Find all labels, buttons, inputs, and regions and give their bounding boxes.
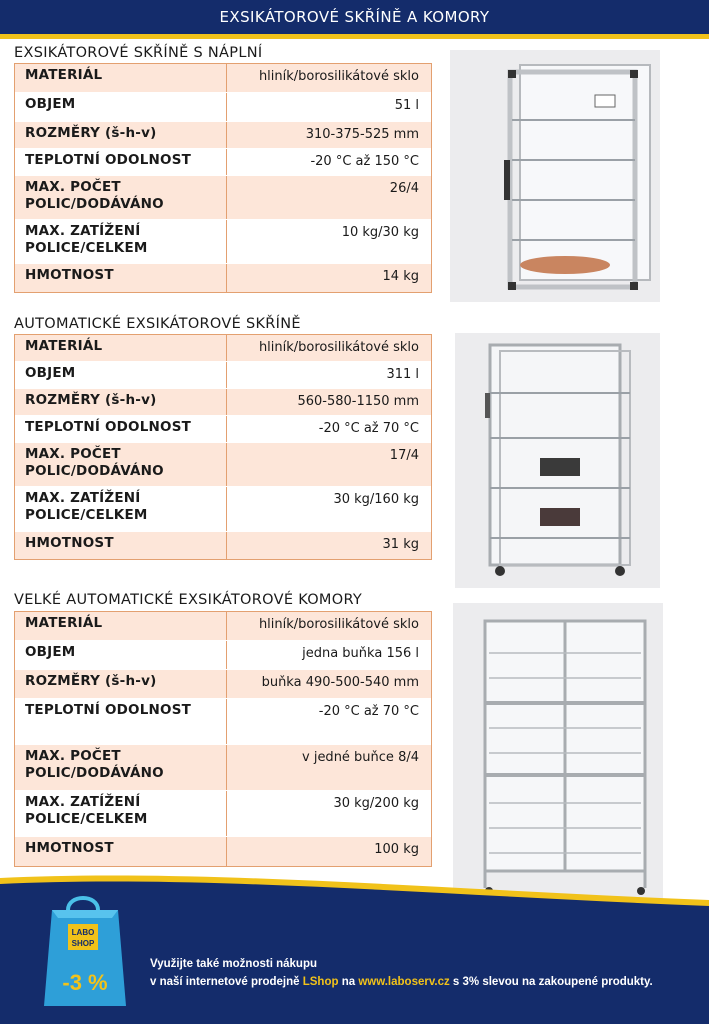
footer-text-line2 — [150, 976, 653, 988]
spec-label: OBJEM — [15, 93, 227, 121]
spec-value: buňka 490-500-540 mm — [261, 675, 419, 690]
spec-value: -20 °C až 150 °C — [310, 154, 419, 169]
spec-row — [15, 264, 431, 292]
spec-label: MAX. ZATÍŽENÍ POLICE/CELKEM — [15, 791, 227, 836]
spec-label: TEPLOTNÍ ODOLNOST — [15, 416, 227, 442]
spec-label: TEPLOTNÍ ODOLNOST — [15, 699, 227, 744]
spec-label: MATERIÁL — [15, 64, 227, 92]
spec-value: 31 kg — [382, 537, 419, 552]
badge-top-text: LABO — [71, 928, 95, 937]
lshop-link[interactable]: LShop — [302, 976, 339, 988]
spec-label: TEPLOTNÍ ODOLNOST — [15, 149, 227, 175]
spec-row — [15, 416, 431, 443]
website-link[interactable]: www.laboserv.cz — [358, 976, 450, 988]
spec-row — [15, 93, 431, 122]
spec-row — [15, 699, 431, 745]
spec-table-2 — [14, 334, 432, 560]
spec-row — [15, 641, 431, 670]
spec-value: 14 kg — [382, 269, 419, 284]
page-title: EXSIKÁTOROVÉ SKŘÍNĚ A KOMORY — [219, 8, 490, 26]
spec-label: ROZMĚRY (š-h-v) — [15, 122, 227, 148]
discount-text: -3 % — [62, 970, 108, 995]
footer-text-line1: Využijte také možnosti nákupu — [150, 958, 317, 970]
automatic-cabinet-image — [455, 333, 660, 588]
large-chamber-image — [453, 603, 663, 903]
spec-label: MAX. POČET POLIC/DODÁVÁNO — [15, 443, 227, 486]
spec-value: -20 °C až 70 °C — [318, 704, 419, 719]
spec-value: 560-580-1150 mm — [297, 394, 419, 409]
spec-label: HMOTNOST — [15, 532, 227, 559]
spec-value: 10 kg/30 kg — [341, 225, 419, 240]
spec-row — [15, 149, 431, 176]
spec-value: -20 °C až 70 °C — [318, 421, 419, 436]
spec-value: 30 kg/160 kg — [333, 492, 419, 507]
spec-row — [15, 670, 431, 699]
spec-table-1 — [14, 63, 432, 293]
spec-value: 100 kg — [374, 842, 419, 857]
spec-value: hliník/borosilikátové sklo — [258, 69, 419, 84]
spec-label: ROZMĚRY (š-h-v) — [15, 389, 227, 415]
section-title-1: EXSIKÁTOROVÉ SKŘÍNĚ S NÁPLNÍ — [14, 45, 263, 61]
spec-row — [15, 745, 431, 791]
spec-value: 17/4 — [389, 448, 419, 463]
shopping-bag-icon — [40, 890, 130, 1010]
spec-label: MAX. POČET POLIC/DODÁVÁNO — [15, 176, 227, 219]
spec-row — [15, 362, 431, 389]
spec-label: MAX. ZATÍŽENÍ POLICE/CELKEM — [15, 487, 227, 531]
spec-row — [15, 443, 431, 487]
spec-label: ROZMĚRY (š-h-v) — [15, 670, 227, 698]
spec-label: OBJEM — [15, 362, 227, 388]
spec-label: OBJEM — [15, 641, 227, 669]
spec-value: v jedné buňce 8/4 — [302, 750, 419, 765]
spec-row — [15, 389, 431, 416]
spec-label: MATERIÁL — [15, 612, 227, 640]
section-title-3: VELKÉ AUTOMATICKÉ EXSIKÁTOROVÉ KOMORY — [14, 592, 363, 608]
spec-value: 30 kg/200 kg — [333, 796, 419, 811]
spec-row — [15, 122, 431, 149]
spec-row — [15, 791, 431, 837]
section-title-2: AUTOMATICKÉ EXSIKÁTOROVÉ SKŘÍNĚ — [14, 316, 301, 332]
spec-value: jedna buňka 156 l — [302, 646, 419, 661]
spec-row — [15, 487, 431, 532]
spec-label: MAX. ZATÍŽENÍ POLICE/CELKEM — [15, 220, 227, 263]
spec-table-3 — [14, 611, 432, 867]
spec-label: HMOTNOST — [15, 264, 227, 292]
spec-label: HMOTNOST — [15, 837, 227, 866]
spec-row — [15, 532, 431, 559]
spec-row — [15, 220, 431, 264]
spec-row — [15, 335, 431, 362]
spec-row — [15, 612, 431, 641]
spec-row — [15, 176, 431, 220]
spec-value: 51 l — [394, 98, 419, 113]
footer-text: na — [338, 976, 359, 988]
header-accent-stripe — [0, 34, 709, 39]
spec-value: 311 l — [386, 367, 419, 382]
spec-label: MAX. POČET POLIC/DODÁVÁNO — [15, 745, 227, 790]
badge-bottom-text: SHOP — [71, 939, 95, 948]
spec-label: MATERIÁL — [15, 335, 227, 361]
desiccator-cabinet-image — [450, 50, 660, 302]
spec-row — [15, 64, 431, 93]
spec-value: 310-375-525 mm — [305, 127, 419, 142]
spec-value: hliník/borosilikátové sklo — [258, 340, 419, 355]
spec-value: hliník/borosilikátové sklo — [258, 617, 419, 632]
footer-text: s 3% slevou na zakoupené produkty. — [449, 976, 653, 988]
spec-value: 26/4 — [389, 181, 419, 196]
footer-text: v naší internetové prodejně — [150, 976, 303, 988]
